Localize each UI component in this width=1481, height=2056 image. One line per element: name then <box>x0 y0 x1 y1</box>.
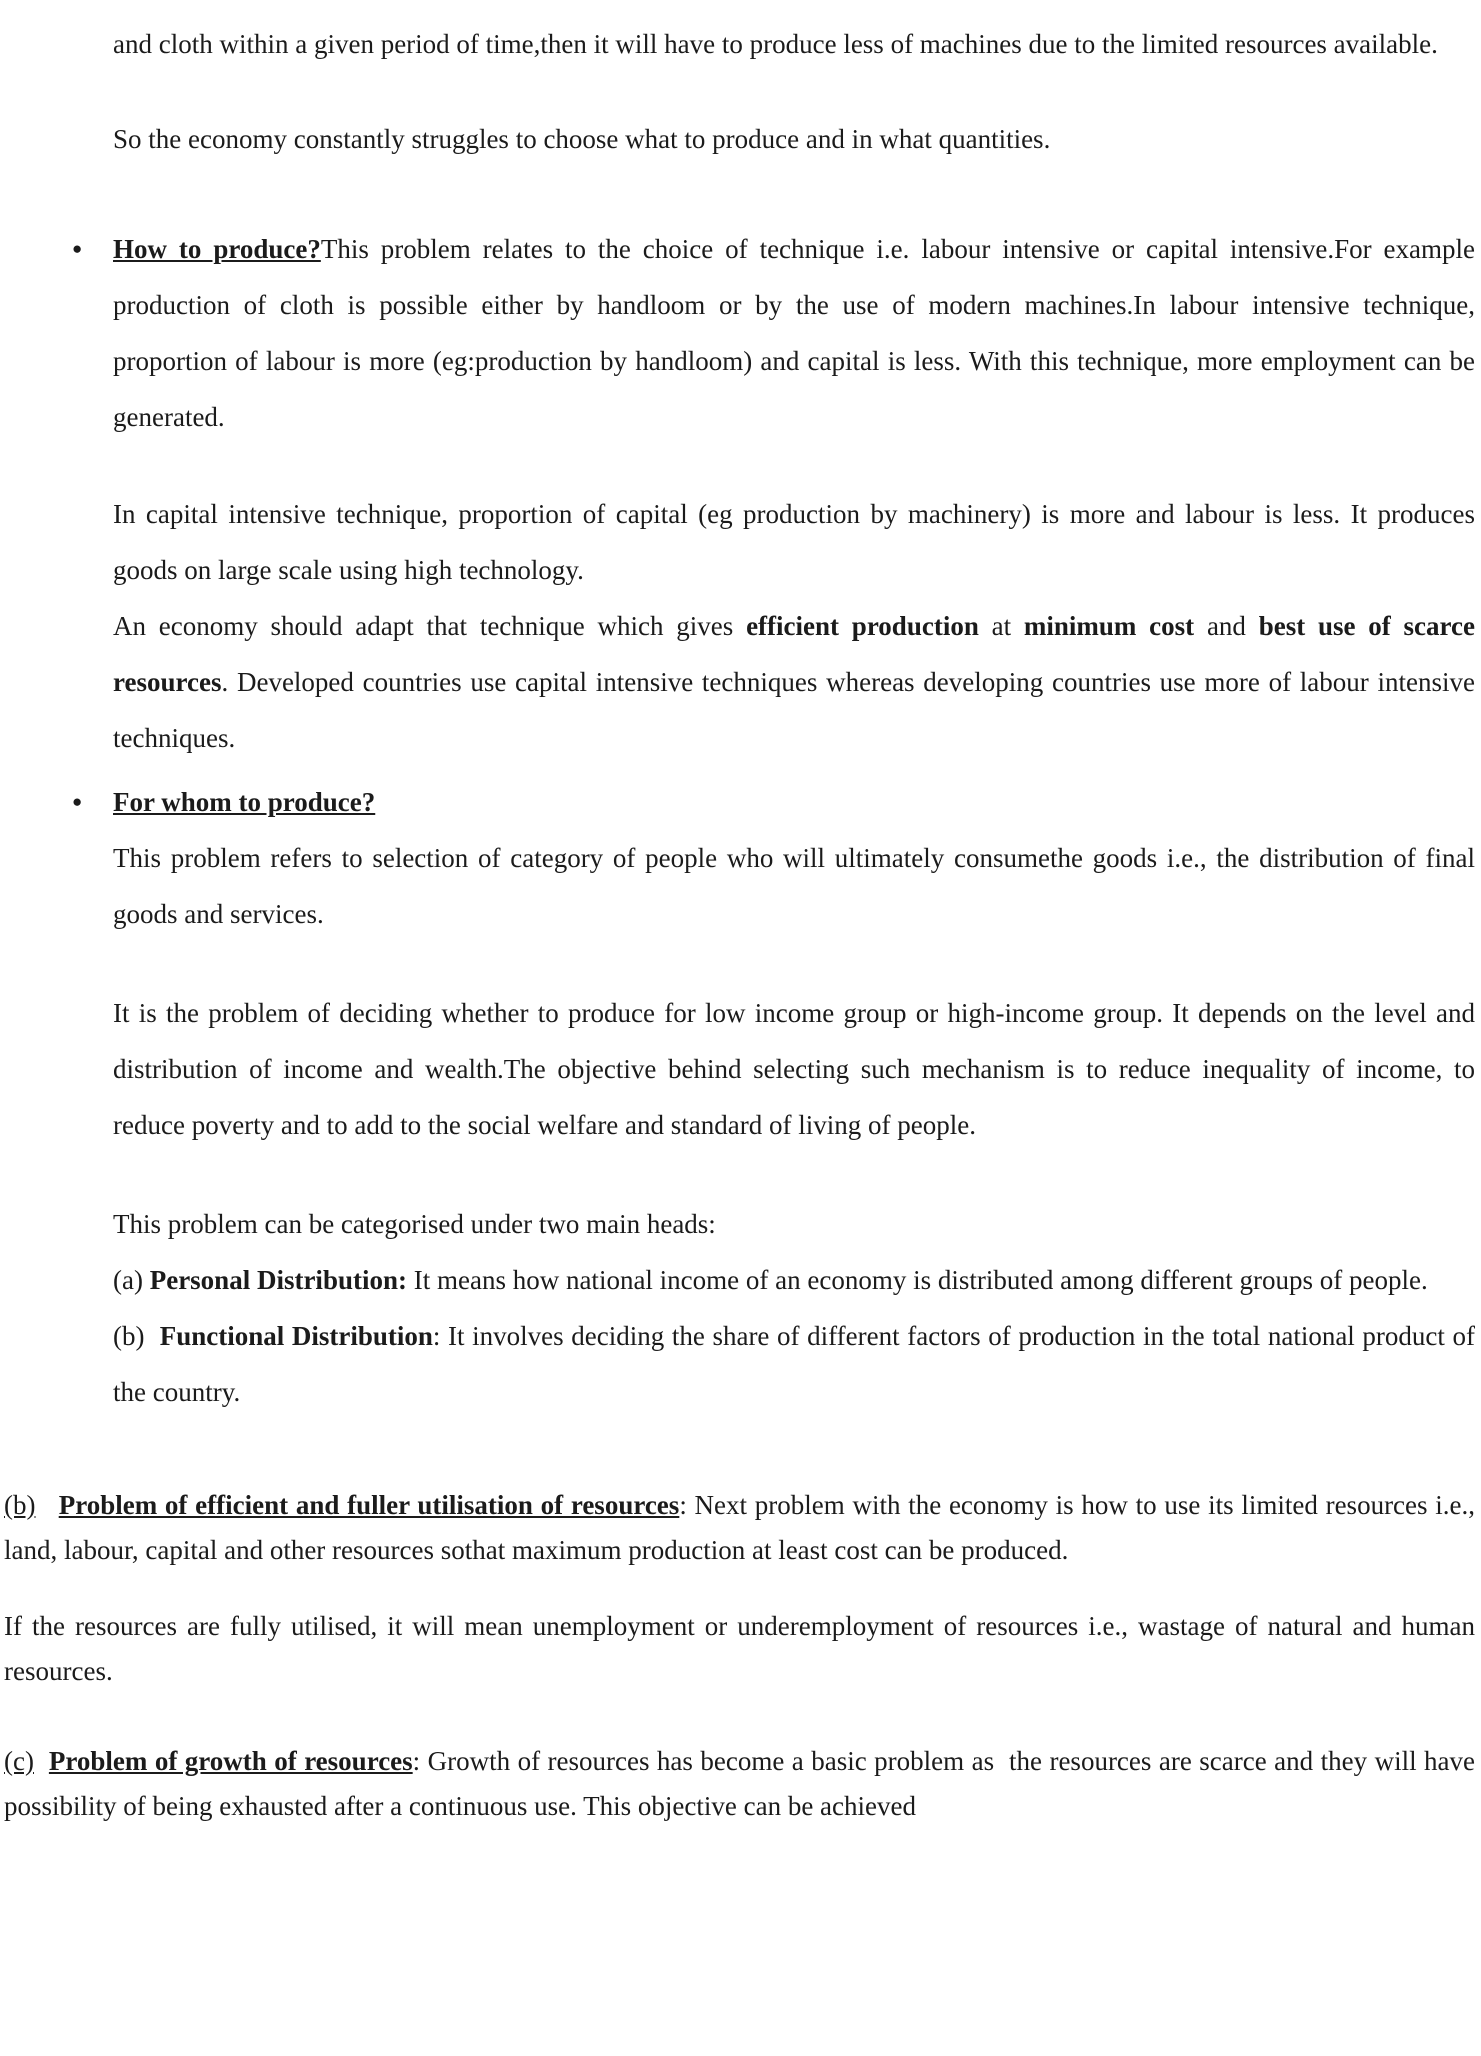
text-run: . Developed countries use capital intensive techniques whereas developing countries use more of labour intensive techniques. <box>113 667 1475 753</box>
text-run: efficient production <box>746 611 979 641</box>
text-run: This problem relates to the choice of technique i.e. labour intensive or capital intensive.For example production of cloth is possible either by handloom or by the use of modern machines.In labour intensive technique, proportion of labour is more (eg:production by handloom) and capital is less. With this technique, more employment can be generated. <box>113 234 1475 432</box>
bullet-item <box>0 221 1475 445</box>
text-run: : Next problem with the economy is how to use its limited resources i.e., land, labour, capital and other resources sothat maximum production at least cost can be produced. <box>4 1490 1476 1565</box>
text-run <box>35 1490 58 1520</box>
paragraph <box>0 111 1475 167</box>
paragraph <box>0 1739 1475 1829</box>
text-run: (a) <box>113 1265 150 1295</box>
text-run: : Growth of resources has become a basic problem as the resources are scarce and they will have possibility of being exhausted after a continuous use. This objective can be achieved <box>4 1746 1475 1821</box>
text-run: It is the problem of deciding whether to produce for low income group or high-income group. It depends on the level and distribution of income and wealth.The objective behind selecting such mechanism is to reduce inequality of income, to reduce poverty and to add to the social welfare and standard of living of people. <box>113 998 1475 1140</box>
paragraph <box>0 598 1475 766</box>
functional-distribution-label: Functional Distribution <box>159 1321 433 1351</box>
for-whom-to-produce-heading: For whom to produce? <box>113 787 376 817</box>
how-to-produce-heading: How to produce? <box>113 234 321 264</box>
text-run: at <box>978 611 1024 641</box>
text-run: It means how national income of an economy is distributed among different groups of people. <box>406 1265 1428 1295</box>
bullet-item <box>0 774 1475 830</box>
paragraph <box>0 16 1475 72</box>
text-run: (b) <box>113 1321 160 1351</box>
paragraph <box>0 486 1475 598</box>
bullet-icon: ● <box>72 239 83 258</box>
text-run: and cloth within a given period of time,then it will have to produce less of machines due to the limited resources available. <box>113 29 1438 59</box>
text-run: (b) <box>4 1490 36 1520</box>
section-c-heading: Problem of growth of resources <box>48 1746 413 1776</box>
text-run: This problem can be categorised under two main heads: <box>113 1209 716 1239</box>
text-run <box>34 1746 49 1776</box>
text-run: : It involves deciding the share of different factors of production in the total national product of the country. <box>113 1321 1476 1407</box>
paragraph <box>0 1252 1475 1308</box>
text-run: best use of scarce resources <box>113 611 1476 697</box>
text-run: (c) <box>4 1746 34 1776</box>
text-run: If the resources are fully utilised, it will mean unemployment or underemployment of resources i.e., wastage of natural and human resources. <box>4 1611 1475 1686</box>
paragraph <box>0 1483 1475 1573</box>
text-run: In capital intensive technique, proportion of capital (eg production by machinery) is more and labour is less. It produces goods on large scale using high technology. <box>113 499 1475 585</box>
text-run: An economy should adapt that technique which gives <box>113 611 747 641</box>
paragraph <box>0 1196 1475 1252</box>
text-run: So the economy constantly struggles to choose what to produce and in what quantities. <box>113 124 1051 154</box>
paragraph <box>0 830 1475 942</box>
paragraph <box>0 1604 1475 1694</box>
personal-distribution-label: Personal Distribution: <box>149 1265 407 1295</box>
bullet-icon: ● <box>72 792 83 811</box>
text-run: This problem refers to selection of category of people who will ultimately consumethe goods i.e., the distribution of final goods and services. <box>113 843 1475 929</box>
text-run: minimum cost <box>1023 611 1195 641</box>
paragraph <box>0 1308 1475 1420</box>
text-run: and <box>1194 611 1259 641</box>
section-b-heading: Problem of efficient and fuller utilisation of resources <box>58 1490 680 1520</box>
paragraph <box>0 985 1475 1153</box>
